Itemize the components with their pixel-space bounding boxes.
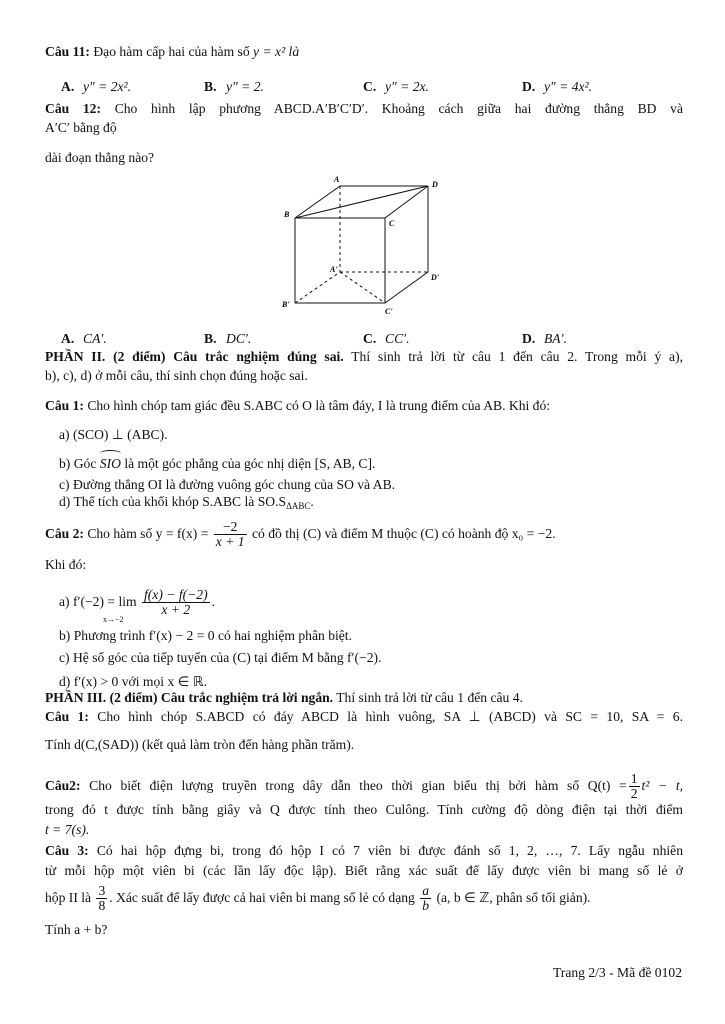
angle-arc <box>100 450 121 457</box>
cube-label-a: A <box>334 175 340 184</box>
question-label: Câu 1: <box>45 398 84 413</box>
part-3-question-3-line4: Tính a + b? <box>45 922 108 937</box>
option-c-label: C. <box>363 331 377 346</box>
cube-label-c-prime: C' <box>385 307 393 316</box>
question-text: Đạo hàm cấp hai của hàm số <box>93 44 250 59</box>
question-label: Câu 11: <box>45 44 90 59</box>
option-a: CA′. <box>83 331 107 346</box>
statement-a-post: . <box>211 593 216 609</box>
angle-sio <box>100 453 121 472</box>
option-b-label: B. <box>204 79 217 94</box>
fraction <box>629 772 640 802</box>
option-c: CC′. <box>385 331 410 346</box>
part-3-question-3-line2: từ mỗi hộp một viên bi (các lần lấy độc lập). Biết rằng xác suất để lấy được viên bi mang số lẻ ở <box>45 863 683 878</box>
angle-label: SIO <box>99 456 121 471</box>
part-2-question-1 <box>45 398 550 414</box>
question-pre: Cho biết điện lượng truyền trong dây dẫn theo thời gian biểu thị bởi hàm số Q(t) = <box>89 777 627 793</box>
fraction-denominator: b <box>422 898 430 914</box>
statement-c: c) Đường thẳng OI là đường vuông góc chung của SO và AB. <box>59 477 396 492</box>
option-a: y" = 2x². <box>83 79 132 94</box>
fraction-numerator: −2 <box>214 520 247 535</box>
question-label: Câu 12: <box>45 101 101 116</box>
question-post: có đồ thị (C) và điểm M thuộc (C) có hoành độ x₀ = −2. <box>252 525 556 541</box>
option-a-label: A. <box>61 79 75 94</box>
question-label: Câu 1: <box>45 709 89 724</box>
question-text: Có hai hộp đựng bi, trong đó hộp I có 7 viên bi được đánh số 1, 2, …, 7. Lấy ngẫu nhiên <box>96 843 684 858</box>
part-3-question-3 <box>45 843 683 859</box>
fraction-numerator: f(x) − f(−2) <box>143 587 208 602</box>
option-b: DC′. <box>226 331 252 346</box>
part-2-desc: Thí sinh trả lời từ câu 1 đến câu 2. Trong mỗi ý a), <box>343 349 684 364</box>
cube-figure <box>275 174 495 319</box>
line3-pre: hộp II là <box>45 889 92 905</box>
fraction-numerator: a <box>422 883 430 898</box>
statement-a-pre: a) f′(−2) = lim <box>59 593 137 609</box>
line3-mid: . Xác suất để lấy được cả hai viên bi mang số lẻ có dạng <box>109 889 415 905</box>
question-label: Câu 3: <box>45 843 89 858</box>
page-footer: Trang 2/3 - Mã đề 0102 <box>552 965 682 980</box>
question-label: Câu 2: <box>45 525 84 541</box>
option-d: y" = 4x². <box>544 79 593 94</box>
statement-c: c) Hệ số góc của tiếp tuyến của (C) tại điểm M bằng f′(−2). <box>59 650 382 665</box>
statement-b-pre: b) Góc <box>59 456 97 471</box>
question-text: Cho hình chóp tam giác đều S.ABC có O là tâm đáy, I là trung điểm của AB. Khi đó: <box>87 398 551 413</box>
statement-b: b) Phương trình f′(x) − 2 = 0 có hai nghiệm phân biệt. <box>59 628 352 643</box>
part-3-question-1-line2: Tính d(C,(SAD)) (kết quả làm tròn đến hàng phần trăm). <box>45 737 355 752</box>
question-12-line3: dài đoạn thẳng nào? <box>45 150 155 165</box>
part-3-desc: Thí sinh trả lời từ câu 1 đến câu 4. <box>333 690 523 705</box>
option-b: y" = 2. <box>226 79 264 94</box>
cube-label-b: B <box>284 210 290 219</box>
statement-b-post: là một góc phẳng của góc nhị diện [S, AB, C]. <box>124 456 376 471</box>
fraction-denominator: 2 <box>630 786 638 802</box>
cube-label-b-prime: B' <box>282 300 290 309</box>
statement-d-pre: d) Thể tích của khối khóp S.ABC là SO.S <box>59 494 287 509</box>
option-d: BA′. <box>544 331 567 346</box>
question-11 <box>45 44 299 60</box>
statement-d-sub: ΔABC <box>286 501 311 511</box>
part-2-heading <box>45 349 683 365</box>
statement-a: a) (SCO) ⊥ (ABC). <box>59 427 168 442</box>
option-b-label: B. <box>204 331 217 346</box>
fraction-denominator: x + 1 <box>215 534 245 550</box>
fraction-numerator: 1 <box>630 771 638 786</box>
fraction-denominator: 8 <box>98 898 106 914</box>
cube-label-d: D <box>432 180 438 189</box>
statement-d-post: . <box>310 494 314 509</box>
statement-d: d) f′(x) > 0 với mọi x ∈ ℝ. <box>59 674 208 689</box>
fraction <box>214 520 247 550</box>
statement-b <box>59 453 375 472</box>
fraction-numerator: 3 <box>98 883 106 898</box>
cube-label-d-prime: D' <box>431 273 439 282</box>
cube-label-a-prime: A' <box>330 265 338 274</box>
option-d-label: D. <box>522 331 536 346</box>
question-text: Cho hình chóp S.ABCD có đáy ABCD là hình vuông, SA ⊥ (ABCD) và SC = 10, SA = 6. <box>97 709 683 724</box>
fraction-3-8 <box>96 884 107 914</box>
part-3-title: PHẦN III. (2 điểm) Câu trắc nghiệm trả lời ngắn. <box>45 690 334 705</box>
line3-post: (a, b ∈ ℤ, phân số tối giản). <box>436 889 591 905</box>
part-2-question-2 <box>45 520 683 550</box>
part-3-question-3-line3 <box>45 884 591 914</box>
question-post: t² − t, <box>641 777 683 793</box>
cube-label-c: C <box>389 219 395 228</box>
option-d-label: D. <box>522 79 536 94</box>
fraction-a-b <box>420 884 431 914</box>
part-3-question-2-line2: trong đó t được tính bằng giây và Q được tính theo Culông. Tính cường độ dòng điện tại thời điểm <box>45 802 683 817</box>
question-12-line2: A′C′ bằng độ <box>45 120 117 135</box>
question-12-options <box>45 331 683 349</box>
fraction-denominator: x + 2 <box>161 602 191 618</box>
part-2-desc-line2: b), c), d) ở mỗi câu, thí sinh chọn đúng hoặc sai. <box>45 368 308 383</box>
limit-subscript: x→−2 <box>103 615 124 624</box>
option-c: y" = 2x. <box>385 79 429 94</box>
question-11-options <box>45 79 683 97</box>
part-3-question-1 <box>45 709 683 725</box>
question-pre: Cho hàm số y = f(x) = <box>87 525 209 541</box>
part-2-title: PHẦN II. (2 điểm) Câu trắc nghiệm đúng sai. <box>45 349 344 364</box>
statement-a <box>59 588 215 618</box>
khi-do: Khi đó: <box>45 557 87 572</box>
question-12 <box>45 101 683 117</box>
part-3-question-2 <box>45 772 683 802</box>
part-3-question-2-line3: t = 7(s). <box>45 822 90 837</box>
question-text: Cho hình lập phương ABCD.A′B′C′D′. Khoảng cách giữa hai đường thẳng BD và <box>114 101 683 116</box>
option-a-label: A. <box>61 331 75 346</box>
part-3-heading <box>45 690 523 706</box>
option-c-label: C. <box>363 79 377 94</box>
question-formula: y = x² là <box>253 44 300 59</box>
fraction <box>142 588 210 618</box>
statement-d <box>59 494 314 511</box>
question-label: Câu2: <box>45 777 81 793</box>
